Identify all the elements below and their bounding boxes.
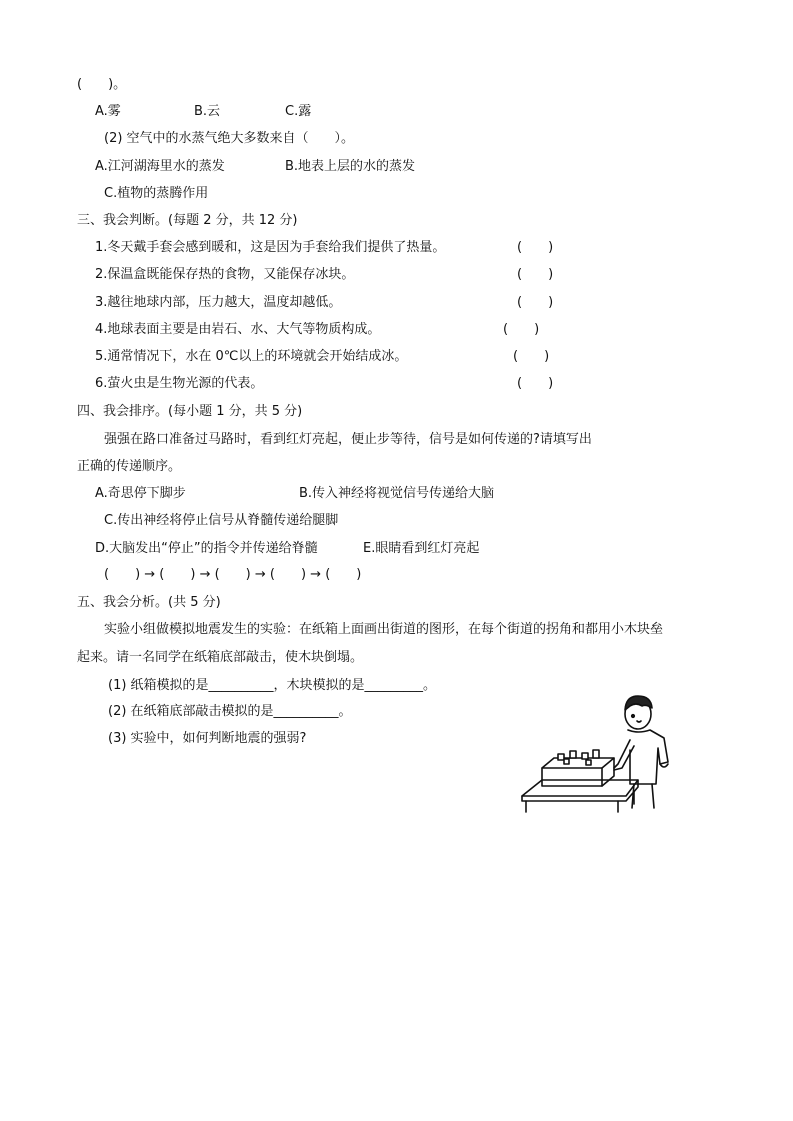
judge-item-4: 4.地球表面主要是由岩石、水、大气等物质构成。 — [95, 322, 381, 337]
option-c: C.传出神经将停止信号从脊髓传递给腿脚 — [104, 513, 339, 528]
judge-item-6: 6.萤火虫是生物光源的代表。 — [95, 376, 264, 391]
sub-question-2: (2) 空气中的水蒸气绝大多数来自（ ）。 — [104, 131, 355, 146]
answer-blank[interactable]: ( ) — [517, 295, 554, 310]
answer-blank[interactable]: ( ) — [517, 240, 554, 255]
judge-item-3: 3.越往地球内部，压力越大，温度却越低。 — [95, 295, 342, 310]
option-c: C.植物的蒸腾作用 — [104, 186, 209, 201]
section-5-paragraph-cont: 起来。请一名同学在纸箱底部敲击，使木块倒塌。 — [77, 650, 364, 665]
answer-blank[interactable]: ( ) — [517, 376, 554, 391]
q2-stem-end: ( )。 — [77, 77, 127, 92]
section-5-paragraph: 实验小组做模拟地震发生的实验：在纸箱上面画出街道的图形，在每个街道的拐角和都用小木块垒 — [104, 622, 664, 637]
judge-item-5: 5.通常情况下，水在 0℃以上的环境就会开始结成冰。 — [95, 349, 408, 364]
analysis-question-1: (1) 纸箱模拟的是__________，木块模拟的是_________。 — [108, 678, 437, 693]
option-b: B.云 — [194, 104, 221, 119]
analysis-question-3: (3) 实验中，如何判断地震的强弱? — [108, 731, 307, 746]
option-a: A.雾 — [95, 104, 121, 119]
answer-blank[interactable]: ( ) — [503, 322, 540, 337]
option-c: C.露 — [285, 104, 312, 119]
section-5-title: 五、我会分析。(共 5 分) — [77, 595, 221, 610]
section-4-paragraph-cont: 正确的传递顺序。 — [77, 459, 182, 474]
option-a: A.江河湖海里水的蒸发 — [95, 159, 225, 174]
option-e: E.眼睛看到红灯亮起 — [363, 541, 480, 556]
judge-item-1: 1.冬天戴手套会感到暖和，这是因为手套给我们提供了热量。 — [95, 240, 446, 255]
judge-item-2: 2.保温盒既能保存热的食物，又能保存冰块。 — [95, 267, 355, 282]
section-3-title: 三、我会判断。(每题 2 分，共 12 分) — [77, 213, 298, 228]
answer-blank[interactable]: ( ) — [513, 349, 550, 364]
option-d: D.大脑发出“停止”的指令并传递给脊髓 — [95, 541, 318, 556]
option-b: B.传入神经将视觉信号传递给大脑 — [299, 486, 495, 501]
option-b: B.地表上层的水的蒸发 — [285, 159, 416, 174]
section-4-paragraph: 强强在路口准备过马路时，看到红灯亮起，便止步等待，信号是如何传递的?请填写出 — [104, 432, 592, 447]
option-a: A.奇思停下脚步 — [95, 486, 186, 501]
answer-blank[interactable]: ( ) — [517, 267, 554, 282]
section-4-title: 四、我会排序。(每小题 1 分，共 5 分) — [77, 404, 303, 419]
earthquake-experiment-illustration — [518, 688, 676, 816]
sequence-answer-blanks[interactable]: ( ) → ( ) → ( ) → ( ) → ( ) — [104, 567, 362, 582]
analysis-question-2: (2) 在纸箱底部敲击模拟的是__________。 — [108, 704, 352, 719]
